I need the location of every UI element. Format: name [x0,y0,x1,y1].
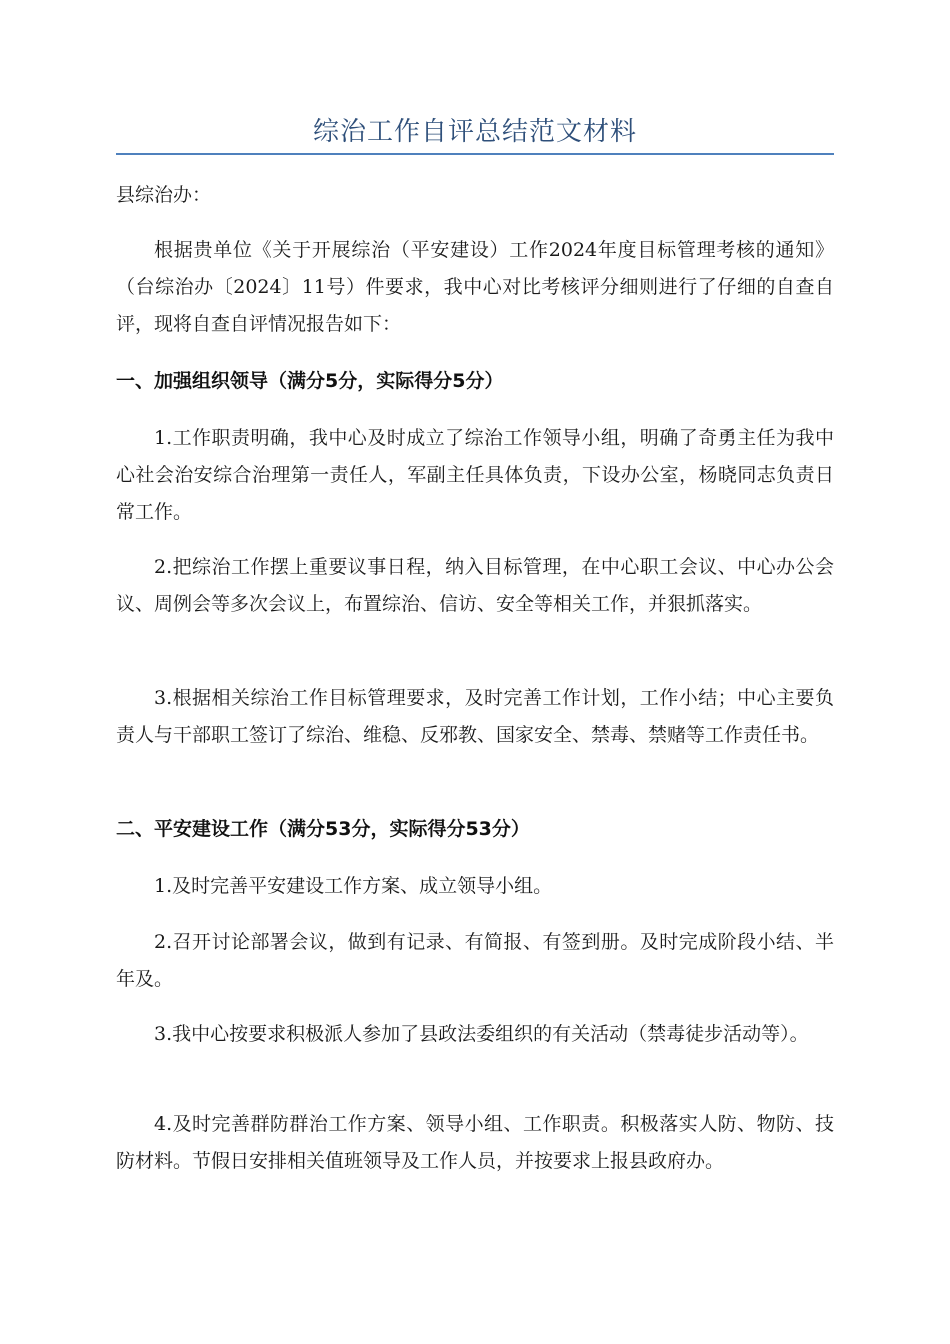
section-1-paragraph-2: 2.把综治工作摆上重要议事日程，纳入目标管理，在中心职工会议、中心办公会议、周例会等多次会议上，布置综治、信访、安全等相关工作，并狠抓落实。 [116,556,834,615]
section-1-paragraph-1: 1.工作职责明确，我中心及时成立了综治工作领导小组，明确了奇勇主任为我中心社会治安综合治理第一责任人，军副主任具体负责，下设办公室，杨晓同志负责日常工作。 [116,427,834,523]
document-title: 综治工作自评总结范文材料 [312,117,637,147]
section-1-paragraph-3: 3.根据相关综治工作目标管理要求，及时完善工作计划，工作小结；中心主要负责人与干部职工签订了综治、维稳、反邪教、国家安全、禁毒、禁赌等工作责任书。 [116,687,834,746]
section-2-paragraph-2: 2.召开讨论部署会议，做到有记录、有简报、有签到册。及时完成阶段小结、半年及。 [116,931,834,990]
section-2-paragraph-3: 3.我中心按要求积极派人参加了县政法委组织的有关活动（禁毒徒步活动等）。 [154,1023,809,1045]
section-heading-1: 一、加强组织领导（满分5分，实际得分5分） [116,370,504,392]
salutation: 县综治办： [116,184,212,206]
section-2-paragraph-1: 1.及时完善平安建设工作方案、成立领导小组。 [154,875,553,897]
intro-paragraph: 根据贵单位《关于开展综治（平安建设）工作2024年度目标管理考核的通知》（台综治办〔2024〕11号）件要求，我中心对比考核评分细则进行了仔细的自查自评，现将自查自评情况报告如下： [116,239,834,335]
section-heading-2: 二、平安建设工作（满分53分，实际得分53分） [116,818,530,840]
section-2-paragraph-4: 4.及时完善群防群治工作方案、领导小组、工作职责。积极落实人防、物防、技防材料。节假日安排相关值班领导及工作人员，并按要求上报县政府办。 [116,1113,834,1172]
title-underline [116,153,834,155]
